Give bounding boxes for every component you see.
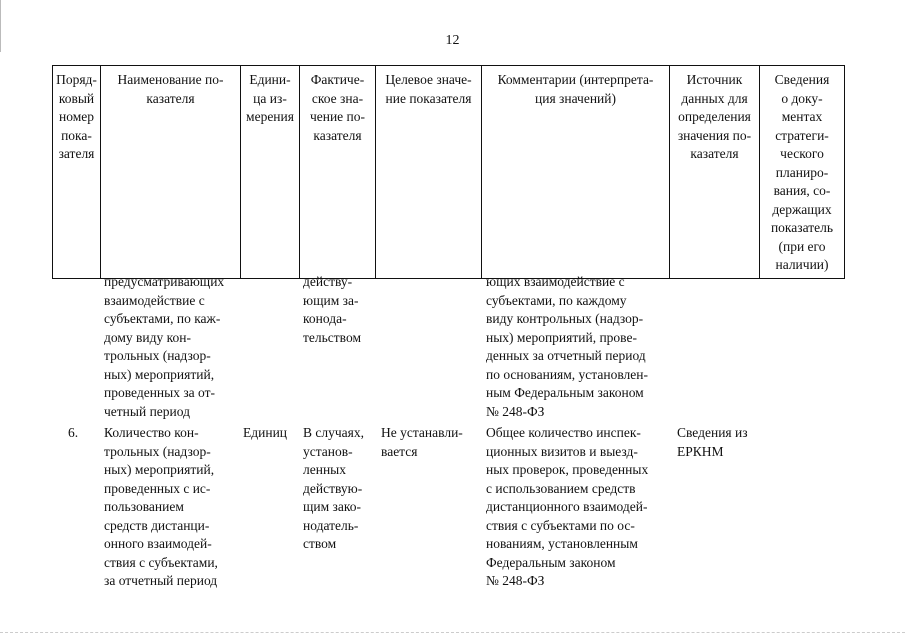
header-actual-value-line: Фактиче- xyxy=(310,72,365,87)
row-6-name-line: трольных (надзор- xyxy=(104,443,211,459)
continuation-name-line: ных) мероприятий, xyxy=(104,366,215,382)
header-target-value-line: Целевое значе- xyxy=(385,72,472,87)
row-6-target-value xyxy=(381,424,463,461)
row-6-name-line: за отчетный период xyxy=(104,573,218,588)
header-data-source-line: казателя xyxy=(690,146,739,161)
row-6-target-value-line: вается xyxy=(381,443,418,459)
row-6-comment-line: с использованием средств xyxy=(486,480,636,496)
header-indicator-name-line: казателя xyxy=(146,90,195,106)
row-6-actual-value-line: нодатель- xyxy=(303,517,359,533)
row-6-name-line: средств дистанци- xyxy=(104,517,210,533)
header-strategic-documents-line: планиро- xyxy=(775,164,829,180)
header-data-source-line: данных для xyxy=(681,90,748,106)
continuation-actual-value-line: ющим за- xyxy=(303,292,359,308)
row-6-comment-line: дистанционного взаимодей- xyxy=(486,499,648,514)
row-6-name-line: ствия с субъектами, xyxy=(104,554,218,570)
continuation-actual-value-line: тельством xyxy=(303,329,361,345)
continuation-comment-line: по основаниям, установлен- xyxy=(486,366,648,382)
row-6-comment-line: нованиям, установленным xyxy=(486,536,638,551)
row-6-comment-line: № 248-ФЗ xyxy=(486,573,545,588)
continuation-name-line: четный период xyxy=(104,403,190,419)
scan-bottom-edge xyxy=(0,632,905,633)
continuation-comment xyxy=(486,273,648,421)
header-unit-line: мерения xyxy=(246,109,294,124)
row-6-name xyxy=(104,424,218,591)
continuation-name-line: предусматривающих xyxy=(104,274,225,289)
header-strategic-documents-line: наличии) xyxy=(775,257,829,272)
continuation-name-line: проведенных за от- xyxy=(104,385,216,400)
continuation-name-line: трольных (надзор- xyxy=(104,348,211,363)
header-serial-number xyxy=(53,66,101,279)
continuation-comment-line: № 248-ФЗ xyxy=(486,403,545,419)
row-6-data-source-line: Сведения из xyxy=(677,425,748,440)
row-6-actual-value-line: ленных xyxy=(303,462,346,477)
continuation-actual-value-line: действу- xyxy=(303,274,353,289)
row-6-number: 6. xyxy=(68,425,79,440)
header-serial-number-line: ковый xyxy=(58,90,95,106)
header-strategic-documents-line: ментах xyxy=(781,109,823,124)
header-strategic-documents-line: показатель xyxy=(770,220,834,235)
row-6-name-line: онного взаимодей- xyxy=(104,536,212,551)
row-6-comment-line: Общее количество инспек- xyxy=(486,425,641,440)
row-6-actual-value-line: ством xyxy=(303,536,337,551)
header-strategic-documents-line: вания, со- xyxy=(773,183,831,198)
continuation-actual-value-line: конода- xyxy=(303,311,347,326)
header-actual-value-line: ское зна- xyxy=(311,90,364,106)
row-6-actual-value-line: В случаях, xyxy=(303,425,364,440)
header-actual-value-line: чение по- xyxy=(309,109,366,124)
continuation-comment-line: ным Федеральным законом xyxy=(486,385,644,400)
row-6-actual-value-line: щим зако- xyxy=(303,499,361,514)
continuation-name xyxy=(104,273,224,421)
continuation-comment-line: виду контрольных (надзор- xyxy=(486,311,644,326)
row-6-target-value-line: Не устанавли- xyxy=(381,425,463,440)
header-data-source xyxy=(670,66,760,279)
header-unit xyxy=(241,66,300,279)
header-strategic-documents-line: о доку- xyxy=(781,90,823,106)
continuation-comment-line: субъектами, по каждому xyxy=(486,292,627,308)
header-unit-line: Едини- xyxy=(249,72,291,87)
header-serial-number-line: номер xyxy=(58,109,94,124)
header-actual-value-line: казателя xyxy=(313,127,362,143)
header-strategic-documents-line: держащих xyxy=(772,201,832,217)
header-target-value xyxy=(376,66,482,279)
header-data-source-line: определения xyxy=(678,109,751,124)
header-comments xyxy=(482,66,670,279)
continuation-name-line: взаимодействие с xyxy=(104,292,205,308)
header-comments-line: Комментарии (интерпрета- xyxy=(497,72,654,87)
row-6-name-line: ных) мероприятий, xyxy=(104,462,215,477)
header-serial-number-line: зателя xyxy=(58,146,95,161)
header-strategic-documents-line: ческого xyxy=(780,146,824,161)
header-indicator-name xyxy=(101,66,241,279)
row-6-unit: Единиц xyxy=(243,425,288,440)
continuation-comment-line: ющих взаимодействие с xyxy=(486,274,625,289)
indicator-table-header xyxy=(52,65,845,279)
header-target-value-line: ние показателя xyxy=(385,90,472,106)
continuation-name-line: субъектами, по каж- xyxy=(104,311,221,326)
header-data-source-line: значения по- xyxy=(677,127,752,143)
row-6-actual-value xyxy=(303,424,364,554)
continuation-name-line: дому виду кон- xyxy=(104,329,191,345)
header-actual-value xyxy=(300,66,376,279)
header-data-source-line: Источник xyxy=(686,72,743,87)
row-6-actual-value-line: действую- xyxy=(303,480,363,496)
row-6-data-source xyxy=(677,424,748,461)
header-strategic-documents-line: Сведения xyxy=(774,72,830,87)
row-6-data-source-line: ЕРКНМ xyxy=(677,443,724,459)
row-6-comment-line: ных проверок, проведенных xyxy=(486,462,649,477)
header-strategic-documents-line: стратеги- xyxy=(775,127,829,143)
header-strategic-documents-line: (при его xyxy=(778,238,826,254)
header-serial-number-line: пока- xyxy=(61,127,92,143)
row-6-name-line: Количество кон- xyxy=(104,425,199,440)
row-6-comment xyxy=(486,424,648,591)
continuation-comment-line: денных за отчетный период xyxy=(486,348,646,363)
row-6-actual-value-line: установ- xyxy=(303,443,353,459)
header-comments-line: ция значений) xyxy=(535,90,616,106)
continuation-actual-value xyxy=(303,273,361,347)
page-number: 12 xyxy=(445,33,460,48)
continuation-comment-line: ных) мероприятий, прове- xyxy=(486,329,637,345)
row-6-comment-line: Федеральным законом xyxy=(486,554,616,570)
header-unit-line: ца из- xyxy=(253,90,287,106)
header-strategic-documents xyxy=(760,66,845,279)
row-6-name-line: проведенных с ис- xyxy=(104,480,211,496)
row-6-comment-line: ствия с субъектами по ос- xyxy=(486,517,635,533)
row-6-comment-line: ционных визитов и выезд- xyxy=(486,443,638,459)
header-serial-number-line: Поряд- xyxy=(56,72,97,87)
row-6-name-line: пользованием xyxy=(104,499,184,514)
header-indicator-name-line: Наименование по- xyxy=(117,72,224,87)
